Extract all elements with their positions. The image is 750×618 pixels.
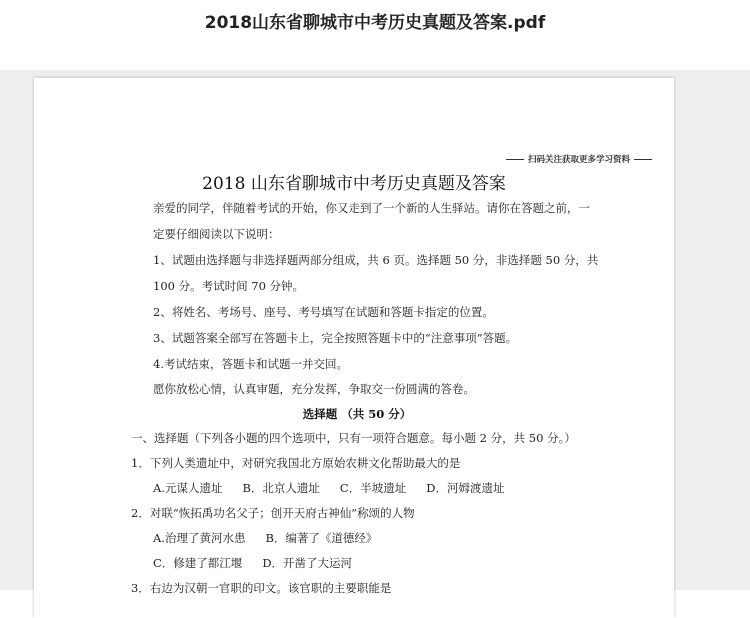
question-stem: 1．下列人类遗址中，对研究我国北方原始农耕文化帮助最大的是 <box>131 456 461 470</box>
option-c: C．半坡遗址 <box>339 481 407 495</box>
option-a: A.治理了黄河水患 <box>153 531 246 545</box>
pdf-page <box>34 78 674 618</box>
option-b: B．北京人遗址 <box>242 481 320 495</box>
intro-line: 3、试题答案全部写在答题卡上，完全按照答题卡中的“注意事项”答题。 <box>153 331 518 345</box>
option-b: B．编著了《道德经》 <box>265 531 378 545</box>
question-options <box>153 555 372 571</box>
intro-line: 亲爱的同学，伴随着考试的开始，你又走到了一个新的人生驿站。请你在答题之前，一 <box>153 201 590 215</box>
watermark-dash-left <box>506 159 524 160</box>
option-d: D．河姆渡遗址 <box>426 481 505 495</box>
question-stem: 3．右边为汉朝一官职的印文。该官职的主要职能是 <box>131 581 392 595</box>
document-title: 2018 山东省聊城市中考历史真题及答案 <box>202 174 506 194</box>
intro-line: 100 分。考试时间 70 分钟。 <box>153 279 305 293</box>
intro-line: 4.考试结束，答题卡和试题一并交回。 <box>153 357 348 371</box>
intro-line: 2、将姓名、考场号、座号、考号填写在试题和答题卡指定的位置。 <box>153 305 494 319</box>
viewer-header <box>0 0 750 70</box>
option-c: C．修建了都江堰 <box>153 556 243 570</box>
document-viewer[interactable] <box>0 70 750 595</box>
question-options <box>153 480 524 496</box>
intro-line: 定要仔细阅读以下说明： <box>153 227 280 241</box>
question-stem: 2．对联“恢拓禹功名父子；创开天府古神仙”称颂的人物 <box>131 506 415 520</box>
option-d: D．开凿了大运河 <box>262 556 353 570</box>
section-heading: 选择题 （共 50 分） <box>302 407 412 421</box>
question-options <box>153 530 397 546</box>
intro-line: 1、试题由选择题与非选择题两部分组成，共 6 页。选择题 50 分，非选择题 50 分，共 <box>153 253 599 267</box>
watermark <box>502 153 656 165</box>
part-instruction: 一、选择题（下列各小题的四个选项中，只有一项符合题意。每小题 2 分，共 50 分。） <box>131 431 576 445</box>
option-a: A.元谋人遗址 <box>153 481 223 495</box>
watermark-dash-right <box>634 159 652 160</box>
intro-line: 愿你放松心情，认真审题，充分发挥，争取交一份圆满的答卷。 <box>153 382 475 396</box>
file-title: 2018山东省聊城市中考历史真题及答案.pdf <box>204 13 546 33</box>
watermark-text: 扫码关注获取更多学习资料 <box>527 155 630 165</box>
